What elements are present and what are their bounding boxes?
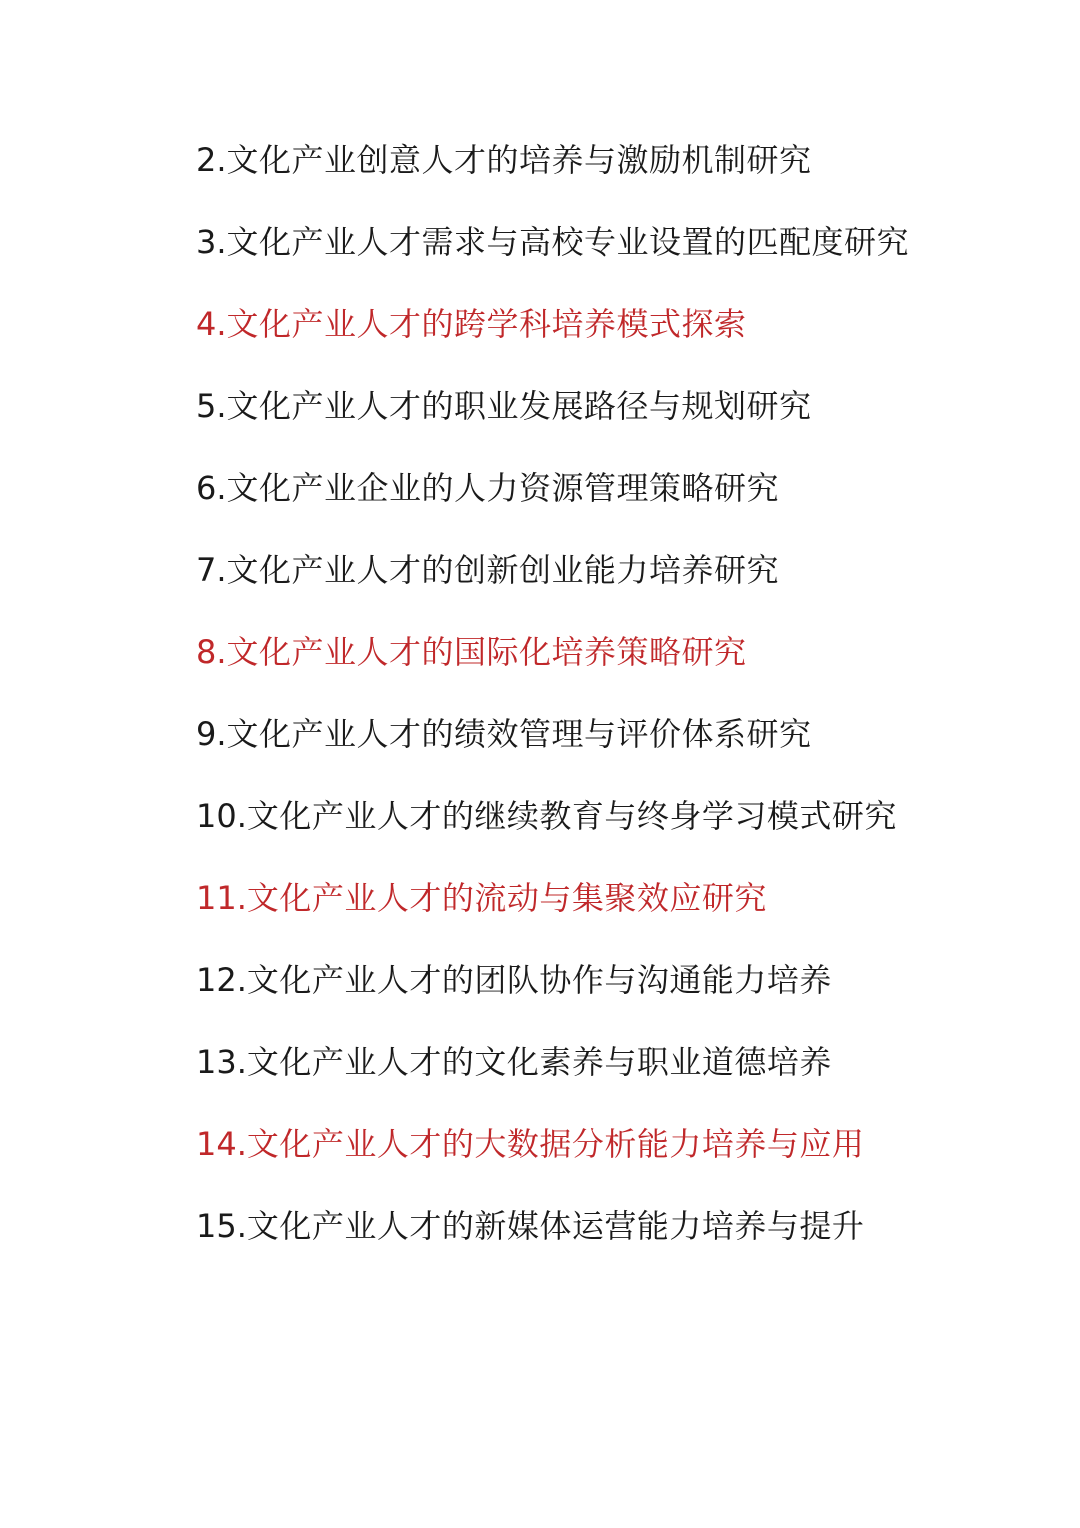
topic-title: 文化产业人才的文化素养与职业道德培养 — [246, 1043, 832, 1081]
topic-number: 11. — [196, 879, 247, 917]
topic-number: 2. — [196, 141, 227, 179]
topic-item — [196, 378, 909, 460]
topic-title: 文化产业人才的国际化培养策略研究 — [226, 633, 747, 671]
topic-item — [196, 706, 909, 788]
topic-list — [196, 132, 909, 1280]
topic-title: 文化产业人才的创新创业能力培养研究 — [226, 551, 780, 589]
topic-title: 文化产业人才的跨学科培养模式探索 — [226, 305, 747, 343]
topic-item — [196, 542, 909, 624]
topic-number: 8. — [196, 633, 227, 671]
topic-title: 文化产业人才的团队协作与沟通能力培养 — [246, 961, 832, 999]
topic-item — [196, 1116, 909, 1198]
topic-number: 9. — [196, 715, 227, 753]
topic-title: 文化产业创意人才的培养与激励机制研究 — [226, 141, 812, 179]
topic-number: 14. — [196, 1125, 247, 1163]
topic-item — [196, 296, 909, 378]
topic-item — [196, 1034, 909, 1116]
topic-item — [196, 870, 909, 952]
topic-title: 文化产业人才需求与高校专业设置的匹配度研究 — [226, 223, 910, 261]
topic-title: 文化产业企业的人力资源管理策略研究 — [226, 469, 780, 507]
topic-item — [196, 624, 909, 706]
topic-number: 4. — [196, 305, 227, 343]
topic-item — [196, 788, 909, 870]
topic-item — [196, 952, 909, 1034]
topic-number: 13. — [196, 1043, 247, 1081]
topic-number: 7. — [196, 551, 227, 589]
topic-title: 文化产业人才的流动与集聚效应研究 — [246, 879, 767, 917]
topic-item — [196, 132, 909, 214]
topic-number: 3. — [196, 223, 227, 261]
topic-number: 15. — [196, 1207, 247, 1245]
topic-title: 文化产业人才的新媒体运营能力培养与提升 — [246, 1207, 865, 1245]
topic-title: 文化产业人才的继续教育与终身学习模式研究 — [246, 797, 897, 835]
topic-number: 10. — [196, 797, 247, 835]
topic-item — [196, 460, 909, 542]
topic-number: 6. — [196, 469, 227, 507]
topic-number: 5. — [196, 387, 227, 425]
topic-title: 文化产业人才的绩效管理与评价体系研究 — [226, 715, 812, 753]
topic-item — [196, 214, 909, 296]
topic-item — [196, 1198, 909, 1280]
topic-title: 文化产业人才的职业发展路径与规划研究 — [226, 387, 812, 425]
topic-number: 12. — [196, 961, 247, 999]
topic-title: 文化产业人才的大数据分析能力培养与应用 — [246, 1125, 865, 1163]
